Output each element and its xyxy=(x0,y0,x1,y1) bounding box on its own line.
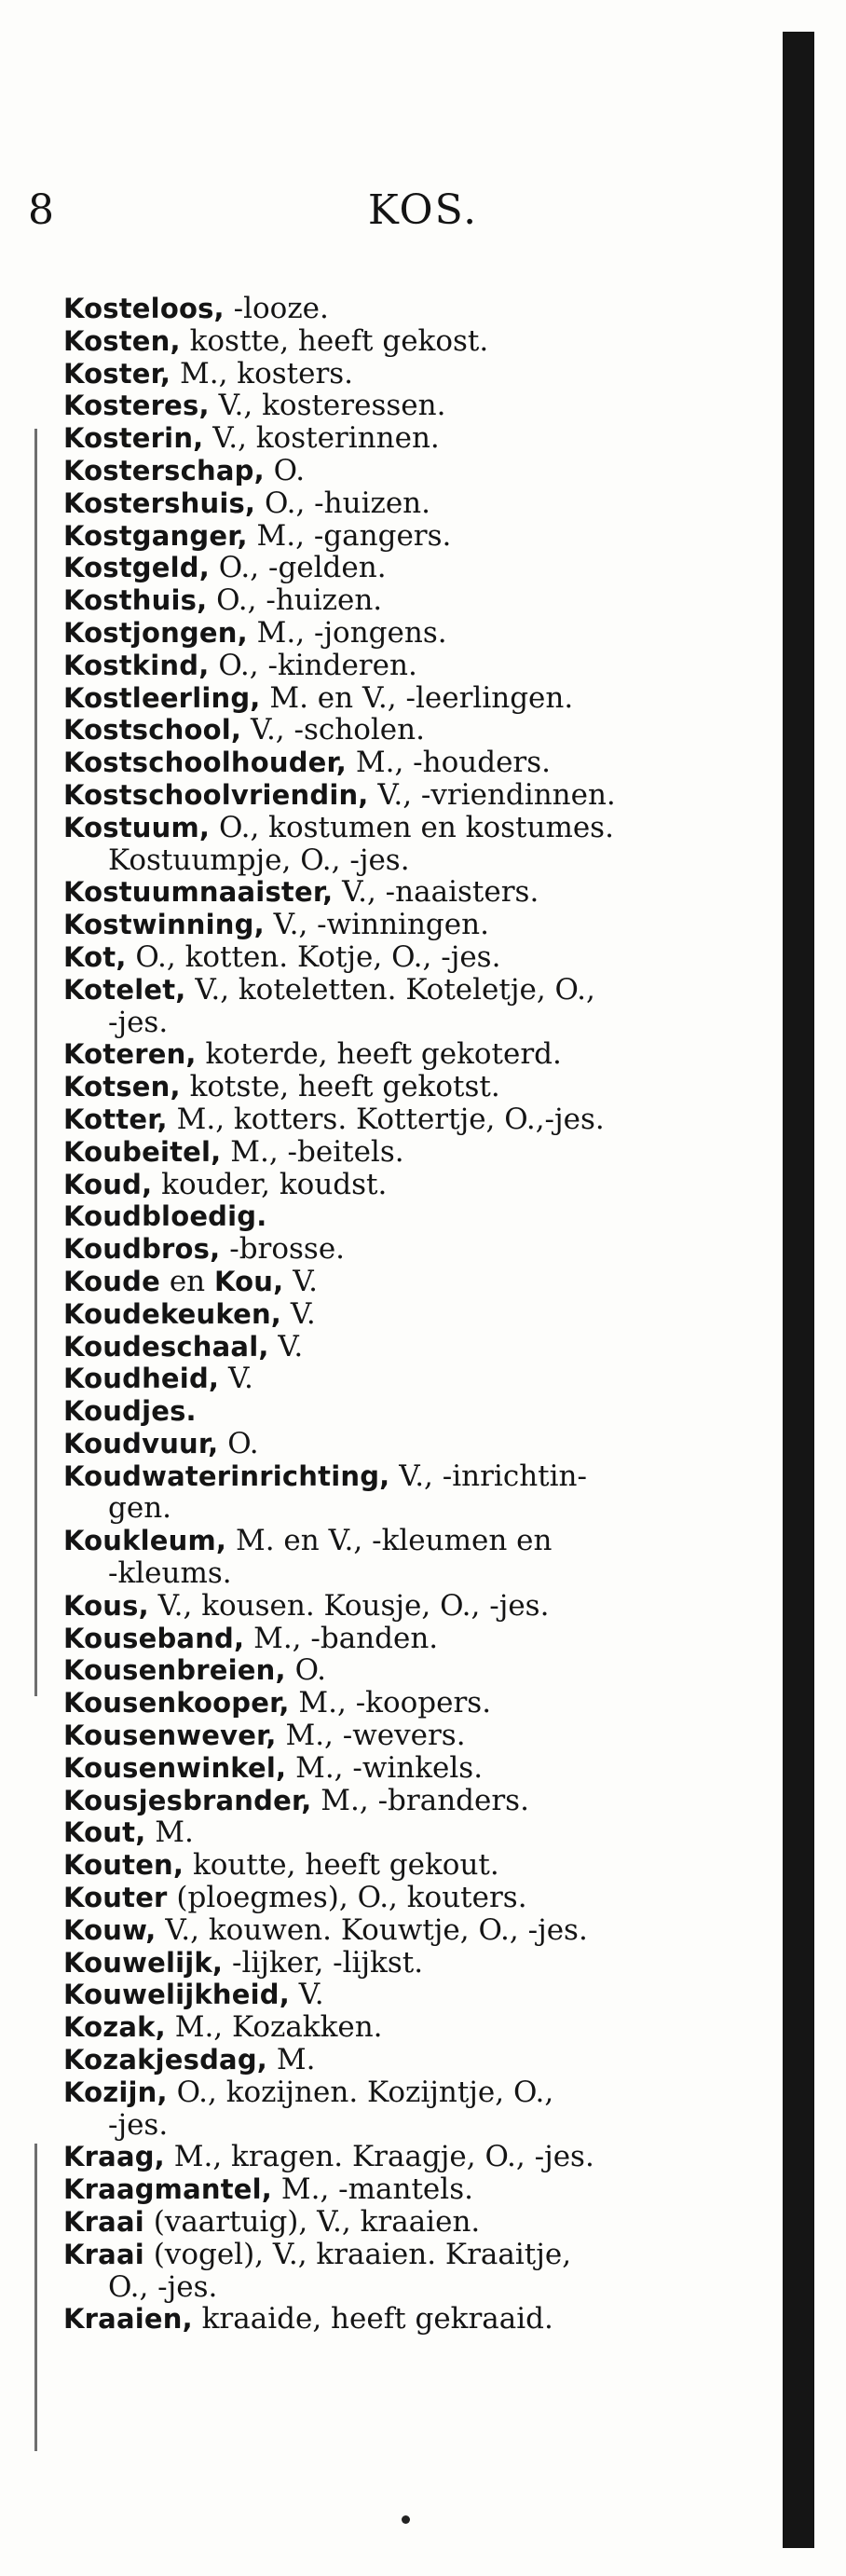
dictionary-entry xyxy=(63,1428,753,1460)
headword: Kostjongen, xyxy=(63,616,248,649)
dictionary-entry xyxy=(63,1882,753,1914)
headword: Kostleerling, xyxy=(63,681,261,714)
entry-text: M., -beitels. xyxy=(221,1134,404,1169)
entry-text: koutte, heeft gekout. xyxy=(184,1848,499,1883)
entry-text: M., -koopers. xyxy=(289,1686,492,1720)
dictionary-entry xyxy=(63,2303,753,2336)
headword: Kosteloos, xyxy=(63,293,225,324)
headword: Kouten, xyxy=(63,1849,184,1882)
ink-dot xyxy=(402,2515,410,2524)
headword: Kozijn, xyxy=(63,2076,168,2108)
headword: Koster, xyxy=(63,357,171,390)
entry-continuation xyxy=(63,1492,753,1525)
dictionary-entry xyxy=(63,1266,753,1298)
headword: Koukleum, xyxy=(63,1525,227,1557)
headword: Kostgeld, xyxy=(63,552,210,584)
entry-text: V., kouwen. Kouwtje, O., -jes. xyxy=(156,1912,588,1947)
headword: Kostschoolvriendin, xyxy=(63,778,369,811)
headword: Kousjesbrander, xyxy=(63,1784,312,1816)
entry-text: O. xyxy=(218,1426,259,1460)
dictionary-entry xyxy=(63,2173,753,2206)
headword: Kousenwinkel, xyxy=(63,1751,287,1784)
headword: Kouseband, xyxy=(63,1622,245,1654)
entry-text: M., -winkels. xyxy=(286,1750,484,1785)
dictionary-entry xyxy=(63,390,753,422)
entry-text: V., kosteressen. xyxy=(209,389,446,423)
headword: Kostwinning, xyxy=(63,909,265,941)
headword: Kosterschap, xyxy=(63,454,265,486)
entry-text: O., -jes. xyxy=(108,2269,218,2304)
headword: Kou, xyxy=(214,1265,284,1297)
dictionary-entry xyxy=(63,1687,753,1720)
headword: Kostschool, xyxy=(63,714,242,747)
entry-text: en xyxy=(159,1264,214,1298)
left-margin-mark xyxy=(34,429,37,1696)
dictionary-entry xyxy=(63,876,753,909)
entry-text: -jes. xyxy=(108,1005,169,1039)
entry-text: V. xyxy=(219,1362,253,1396)
dictionary-entry xyxy=(63,909,753,941)
headword: Kousenbreien, xyxy=(63,1654,286,1687)
headword: Kozak, xyxy=(63,2011,166,2044)
entry-text: O. xyxy=(285,1653,327,1688)
headword: Kostkind, xyxy=(63,649,210,681)
headword: Kraag, xyxy=(63,2141,165,2173)
dictionary-entry xyxy=(63,747,753,779)
headword: Koudwaterinrichting, xyxy=(63,1459,390,1492)
entry-text: O., kotten. Kotje, O., -jes. xyxy=(126,939,501,974)
headword: Kraaien, xyxy=(63,2303,193,2336)
entry-text: -kleums. xyxy=(108,1556,232,1591)
dictionary-entry xyxy=(63,2011,753,2044)
entry-text: O., -huizen. xyxy=(207,583,383,618)
entry-text: M., -banden. xyxy=(244,1621,439,1655)
headword: Kraai xyxy=(63,2238,144,2270)
headword: Koudeschaal, xyxy=(63,1330,269,1363)
entry-text: (ploegmes), O., kouters. xyxy=(167,1881,527,1915)
dictionary-entry xyxy=(63,1914,753,1947)
dictionary-entry xyxy=(63,812,753,844)
headword: Kot, xyxy=(63,940,127,973)
entry-continuation xyxy=(63,2109,753,2142)
entry-text: -jes. xyxy=(108,2107,169,2142)
running-head: KOS. xyxy=(367,186,479,234)
entry-text: O. xyxy=(264,453,306,487)
dictionary-entry xyxy=(63,2044,753,2076)
dictionary-entry xyxy=(63,358,753,391)
dictionary-entry xyxy=(63,1103,753,1136)
entry-text: O., -kinderen. xyxy=(209,648,417,682)
dictionary-entry xyxy=(63,1071,753,1103)
entry-text: V., -naaisters. xyxy=(333,875,539,910)
entry-continuation xyxy=(63,1007,753,1039)
dictionary-entry xyxy=(63,2076,753,2109)
entry-text: O., -gelden. xyxy=(209,551,387,585)
entry-continuation xyxy=(63,2271,753,2304)
dictionary-entry xyxy=(63,650,753,682)
entry-text: M., kragen. Kraagje, O., -jes. xyxy=(164,2140,594,2174)
headword: Koubeitel, xyxy=(63,1135,222,1168)
entry-text: O., -huizen. xyxy=(255,486,430,520)
dictionary-entry xyxy=(63,2239,753,2271)
headword: Koudheid, xyxy=(63,1363,220,1395)
dictionary-entry xyxy=(63,682,753,715)
headword: Kosten, xyxy=(63,324,181,357)
entry-text: (vaartuig), V., kraaien. xyxy=(143,2205,481,2240)
headword: Kostuum, xyxy=(63,811,211,843)
headword: Kosteres, xyxy=(63,390,210,422)
dictionary-entry xyxy=(63,487,753,520)
headword: Koudekeuken, xyxy=(63,1297,282,1330)
headword: Koudbloedig. xyxy=(63,1200,267,1233)
dictionary-entries xyxy=(63,293,753,2336)
dictionary-entry xyxy=(63,325,753,358)
entry-text: V., -vriendinnen. xyxy=(368,777,616,812)
entry-text: M., kosters. xyxy=(171,356,354,391)
entry-text: -lijker, -lijkst. xyxy=(223,1945,424,1980)
dictionary-entry xyxy=(63,617,753,650)
dictionary-entry xyxy=(63,1785,753,1817)
headword: Kousenkooper, xyxy=(63,1687,290,1720)
entry-text: M. xyxy=(267,2043,316,2077)
dictionary-entry xyxy=(63,1525,753,1557)
dictionary-entry xyxy=(63,779,753,812)
dictionary-entry xyxy=(63,1233,753,1266)
headword: Kotter, xyxy=(63,1103,168,1135)
dictionary-entry xyxy=(63,293,753,325)
entry-text: koterde, heeft gekoterd. xyxy=(196,1037,562,1072)
headword: Kouter xyxy=(63,1882,168,1914)
dictionary-entry xyxy=(63,1623,753,1655)
entry-text: M. en V., -leerlingen. xyxy=(260,680,574,715)
dictionary-entry xyxy=(63,1460,753,1493)
dictionary-entry xyxy=(63,2206,753,2239)
headword: Kosterin, xyxy=(63,422,204,455)
entry-text: kotste, heeft gekotst. xyxy=(180,1070,500,1104)
headword: Kraai xyxy=(63,2206,144,2239)
entry-text: (vogel), V., kraaien. Kraaitje, xyxy=(143,2237,572,2271)
headword: Koudvuur, xyxy=(63,1427,219,1459)
headword: Kostershuis, xyxy=(63,486,256,519)
dictionary-entry xyxy=(63,584,753,617)
dictionary-entry xyxy=(63,1331,753,1363)
entry-continuation xyxy=(63,1557,753,1590)
dictionary-entry xyxy=(63,520,753,553)
dictionary-entry xyxy=(63,1947,753,1980)
entry-text: kouder, koudst. xyxy=(152,1167,388,1201)
headword: Kostganger, xyxy=(63,519,248,552)
headword: Koteren, xyxy=(63,1038,197,1071)
dictionary-entry xyxy=(63,1849,753,1882)
dictionary-entry xyxy=(63,1363,753,1395)
headword: Kouw, xyxy=(63,1913,157,1946)
entry-text: M. en V., -kleumen en xyxy=(226,1524,553,1558)
headword: Kostschoolhouder, xyxy=(63,747,347,779)
dictionary-entry xyxy=(63,1720,753,1752)
entry-text: O., kozijnen. Kozijntje, O., xyxy=(167,2075,554,2109)
headword: Kotsen, xyxy=(63,1071,181,1103)
entry-text: V. xyxy=(281,1296,316,1331)
headword: Koudbros, xyxy=(63,1233,221,1266)
headword: Kouwelijk, xyxy=(63,1946,224,1979)
headword: Koudjes. xyxy=(63,1395,197,1428)
dictionary-entry xyxy=(63,941,753,974)
headword: Kraagmantel, xyxy=(63,2173,272,2206)
entry-text: O., kostumen en kostumes. xyxy=(210,810,614,844)
dictionary-entry xyxy=(63,455,753,487)
dictionary-entry xyxy=(63,1136,753,1169)
headword: Kotelet, xyxy=(63,973,186,1006)
dictionary-entry xyxy=(63,1654,753,1687)
dictionary-entry xyxy=(63,1752,753,1785)
headword: Kousenwever, xyxy=(63,1720,277,1752)
left-margin-mark xyxy=(34,2144,37,2451)
dictionary-entry xyxy=(63,1200,753,1233)
entry-text: M., -jongens. xyxy=(247,615,447,650)
entry-text: M., -wevers. xyxy=(276,1719,466,1753)
dictionary-entry xyxy=(63,974,753,1007)
entry-text: kostte, heeft gekost. xyxy=(180,323,489,358)
headword: Kouwelijkheid, xyxy=(63,1979,290,2011)
entry-text: -looze. xyxy=(224,292,329,325)
dictionary-entry xyxy=(63,1169,753,1201)
page-number: 8 xyxy=(28,186,54,234)
right-margin-rule xyxy=(783,32,814,2548)
dictionary-entry xyxy=(63,422,753,455)
entry-text: V. xyxy=(289,1978,324,2012)
headword: Kostuumnaaister, xyxy=(63,876,334,909)
entry-text: M., -houders. xyxy=(347,746,551,780)
entry-text: -brosse. xyxy=(220,1232,346,1267)
headword: Kout, xyxy=(63,1816,146,1849)
entry-text: V., -inrichtin- xyxy=(389,1459,587,1493)
dictionary-entry xyxy=(63,552,753,584)
entry-text: V., koteletten. Koteletje, O., xyxy=(185,972,595,1007)
entry-text: M., -gangers. xyxy=(247,518,452,553)
entry-text: V., kosterinnen. xyxy=(203,421,440,456)
entry-text: kraaide, heeft gekraaid. xyxy=(192,2302,553,2336)
dictionary-entry xyxy=(63,1816,753,1849)
dictionary-entry xyxy=(63,1298,753,1331)
dictionary-entry xyxy=(63,714,753,747)
entry-text: Kostuumpje, O., -jes. xyxy=(108,843,410,877)
entry-text: M., -mantels. xyxy=(272,2172,473,2207)
entry-text: V. xyxy=(283,1264,319,1298)
entry-text: V., kousen. Kousje, O., -jes. xyxy=(148,1588,550,1623)
dictionary-entry xyxy=(63,2141,753,2173)
entry-text: gen. xyxy=(108,1491,172,1526)
headword: Koude xyxy=(63,1265,160,1297)
dictionary-entry xyxy=(63,1590,753,1623)
entry-text: V. xyxy=(268,1329,304,1363)
entry-text: V., -winningen. xyxy=(264,908,489,942)
entry-continuation xyxy=(63,844,753,877)
entry-text: V., -scholen. xyxy=(241,713,425,747)
entry-text: M., Kozakken. xyxy=(165,2010,383,2045)
headword: Kosthuis, xyxy=(63,584,208,617)
entry-text: M. xyxy=(145,1816,194,1850)
entry-text: M., -branders. xyxy=(311,1783,529,1817)
headword: Koud, xyxy=(63,1168,153,1200)
dictionary-entry xyxy=(63,1979,753,2011)
headword: Kozakjesdag, xyxy=(63,2044,267,2076)
dictionary-entry xyxy=(63,1395,753,1428)
headword: Kous, xyxy=(63,1589,149,1622)
dictionary-entry xyxy=(63,1038,753,1071)
entry-text: M., kotters. Kottertje, O.,-jes. xyxy=(167,1102,605,1136)
